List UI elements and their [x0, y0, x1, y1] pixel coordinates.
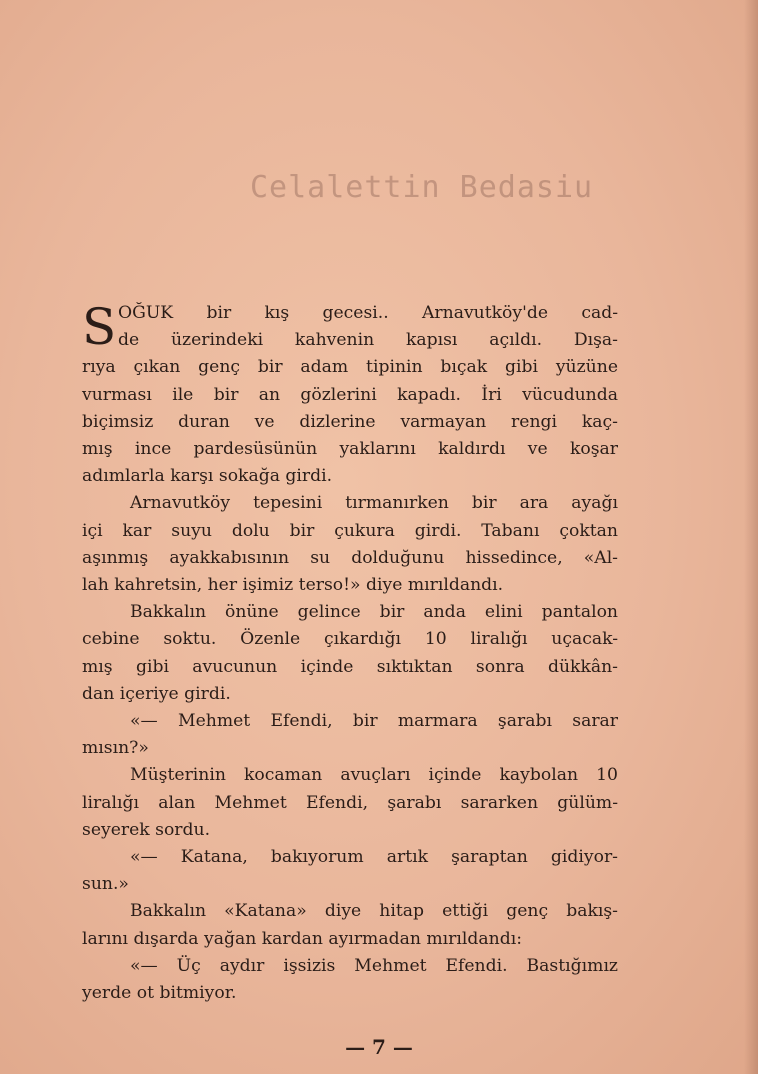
text-line: içi kar suyu dolu bir çukura girdi. Tabanı çoktan: [82, 520, 618, 541]
text-line: Bakkalın önüne gelince bir anda elini pantalon: [130, 602, 618, 623]
text-line: mısın?»: [82, 738, 149, 759]
text-line: aşınmış ayakkabısının su dolduğunu hissedince, «Al-: [82, 547, 618, 568]
text-line: «— Üç aydır işsizis Mehmet Efendi. Bastığımız: [130, 955, 618, 976]
paragraph-2: [82, 490, 618, 599]
paragraph-3: [82, 599, 618, 708]
text-line: sun.»: [82, 874, 129, 895]
paragraph-7: [82, 898, 618, 952]
text-line: mış gibi avucunun içinde sıktıktan sonra dükkân-: [82, 656, 618, 677]
page-edge-shadow: [744, 0, 758, 1074]
text-line: Bakkalın «Katana» diye hitap ettiği genç bakış-: [130, 901, 618, 922]
owner-stamp: Celalettin Bedasiu: [250, 170, 594, 205]
text-line: dan içeriye girdi.: [82, 683, 231, 704]
text-line: biçimsiz duran ve dizlerine varmayan rengi kaç-: [82, 411, 618, 432]
text-line: OĞUK bir kış gecesi.. Arnavutköy'de cad-: [118, 303, 618, 323]
text-line: seyerek sordu.: [82, 819, 211, 840]
text-line: vurması ile bir an gözlerini kapadı. İri vücudunda: [82, 384, 618, 405]
text-line: rıya çıkan genç bir adam tipinin bıçak gibi yüzüne: [82, 357, 618, 378]
text-line: larını dışarda yağan kardan ayırmadan mırıldandı:: [82, 928, 522, 949]
text-line: «— Katana, bakıyorum artık şaraptan gidiyor-: [130, 847, 618, 868]
page-number: — 7 —: [345, 1035, 413, 1059]
paragraph-5: [82, 762, 618, 844]
story-text: [82, 300, 618, 1007]
text-line: cebine soktu. Özenle çıkardığı 10 liralığı uçacak-: [82, 629, 618, 650]
drop-cap: S: [82, 298, 117, 356]
paragraph-1: [82, 300, 618, 490]
text-line: «— Mehmet Efendi, bir marmara şarabı sarar: [130, 711, 618, 732]
text-line: liralığı alan Mehmet Efendi, şarabı sararken gülüm-: [82, 792, 618, 813]
text-line: lah kahretsin, her işimiz terso!» diye mırıldandı.: [82, 575, 504, 596]
paragraph-6: [82, 844, 618, 898]
paragraph-8: [82, 953, 618, 1007]
text-line: adımlarla karşı sokağa girdi.: [82, 466, 333, 487]
text-line: yerde ot bitmiyor.: [82, 983, 237, 1004]
text-line: mış ince pardesüsünün yaklarını kaldırdı ve koşar: [82, 439, 618, 460]
text-line: Arnavutköy tepesini tırmanırken bir ara ayağı: [130, 493, 618, 514]
paragraph-4: [82, 708, 618, 762]
text-line: de üzerindeki kahvenin kapısı açıldı. Dışa-: [118, 330, 618, 351]
text-line: Müşterinin kocaman avuçları içinde kaybolan 10: [130, 765, 618, 786]
